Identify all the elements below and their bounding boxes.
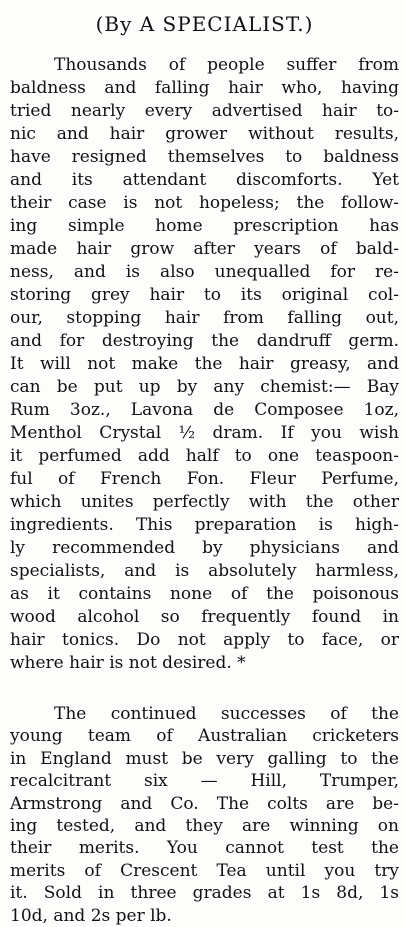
text-line: where hair is not desired. * <box>10 653 246 673</box>
text-line: our, stopping hair from falling out, <box>10 308 399 328</box>
text-line: wood alcohol so frequently found in <box>10 607 399 627</box>
text-line: it perfumed add half to one teaspoon- <box>10 446 399 466</box>
text-line: nic and hair grower without results, <box>10 124 399 144</box>
article-paragraph <box>10 54 399 675</box>
text-line: ly recommended by physicians and <box>10 538 399 558</box>
text-line: Rum 3oz., Lavona de Composee 1oz, <box>10 400 399 420</box>
article-baldness <box>10 54 399 675</box>
text-line: can be put up by any chemist:— Bay <box>10 377 399 397</box>
text-line: and for destroying the dandruff germ. <box>10 331 399 351</box>
article-paragraph <box>10 703 399 927</box>
text-line: ingredients. This preparation is high- <box>10 515 399 535</box>
text-line: baldness and falling hair who, having <box>10 78 399 98</box>
article-cricket-crescent-tea <box>10 703 399 927</box>
text-line: made hair grow after years of bald- <box>10 239 399 259</box>
text-line: Menthol Crystal ½ dram. If you wish <box>10 423 399 443</box>
text-line: recalcitrant six — Hill, Trumper, <box>10 771 399 792</box>
text-line: tried nearly every advertised hair to- <box>10 101 399 121</box>
text-line: ful of French Fon. Fleur Perfume, <box>10 469 399 489</box>
text-line: Armstrong and Co. The colts are be- <box>10 793 399 814</box>
text-line: which unites perfectly with the other <box>10 492 399 512</box>
text-line: their merits. You cannot test the <box>10 838 399 859</box>
text-line: have resigned themselves to baldness <box>10 147 399 167</box>
text-line: 10d, and 2s per lb. <box>10 905 172 926</box>
text-line: merits of Crescent Tea until you try <box>10 860 399 881</box>
text-line: ing simple home prescription has <box>10 216 399 236</box>
text-line: and its attendant discomforts. Yet <box>10 170 399 190</box>
text-line: hair tonics. Do not apply to face, or <box>10 630 399 650</box>
text-line: it. Sold in three grades at 1s 8d, 1s <box>10 883 399 904</box>
text-line: in England must be very galling to the <box>10 748 399 769</box>
text-line: It will not make the hair greasy, and <box>10 354 399 374</box>
text-line: as it contains none of the poisonous <box>10 584 399 604</box>
article-heading: (By A SPECIALIST.) <box>95 12 314 36</box>
text-line: ness, and is also unequalled for re- <box>10 262 399 282</box>
text-line: The continued successes of the <box>54 704 399 724</box>
text-line: ing tested, and they are winning on <box>10 815 399 836</box>
text-line: young team of Australian cricketers <box>10 726 399 747</box>
text-line: specialists, and is absolutely harmless, <box>10 561 399 581</box>
text-line: storing grey hair to its original col- <box>10 285 399 305</box>
text-line: Thousands of people suffer from <box>54 55 399 75</box>
text-line: their case is not hopeless; the follow- <box>10 193 399 213</box>
